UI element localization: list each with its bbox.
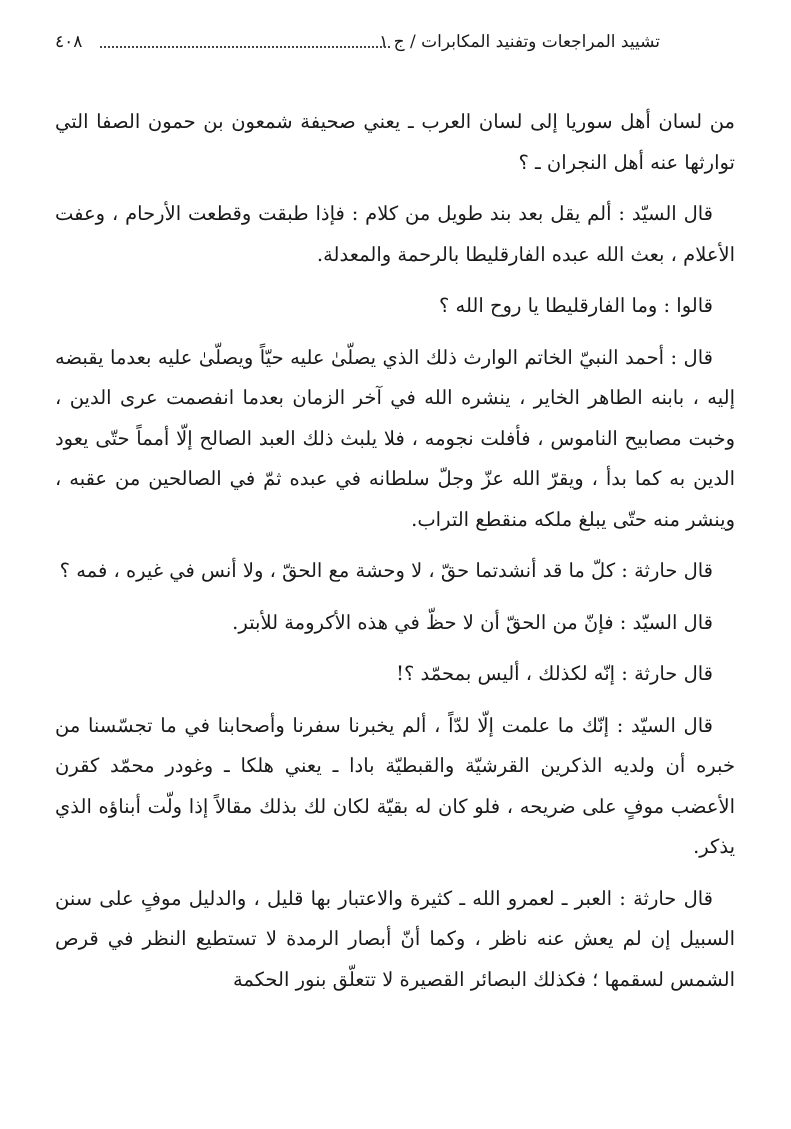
paragraph: من لسان أهل سوريا إلى لسان العرب ـ يعني صحيفة شمعون بن حمون الصفا التي توارثها عنه أهل النجران ـ ؟ — [55, 110, 735, 174]
leader-dots — [100, 46, 390, 48]
paragraph: قال السيّد : إنّك ما علمت إلّا لدّاً ، ألم يخبرنا سفرنا وأصحابنا في ما تجسّسنا من خبره أن ولديه الذكرين القرشيّة والقبطيّة بادا ـ يعني هلكا ـ وغودر محمّد كقرن الأعضب موفٍ على ضريحه ، فلو كان له بقيّة لكان لك بذلك مقالاً إذا ولّت أبناؤه الذي يذكر. — [55, 713, 735, 858]
paragraph: قال حارثة : إنّه لكذلك ، أليس بمحمّد ؟! — [396, 662, 713, 685]
paragraph: قال : أحمد النبيّ الخاتم الوارث ذلك الذي يصلّىٰ عليه حيّاً ويصلّىٰ عليه بعدما يقبضه إليه ، بابنه الطاهر الخاير ، ينشره الله في آخر الزمان بعدما انفصمت عرى الدين ، وخبت مصابيح الناموس ، فأفلت نجومه ، فلا يلبث ذلك العبد الصالح إلّا أمماً حتّى يعود الدين به كما بدأ ، ويقرّ الله عزّ وجلّ سلطانه في عبده ثمّ في الصالحين من عقبه ، وينشر منه حتّى يبلغ ملكه منقطع التراب. — [55, 345, 735, 531]
paragraph: قال السيّد : ألم يقل بعد بند طويل من كلام : فإذا طبقت وقطعت الأرحام ، وعفت الأعلام ، بعث الله عبده الفارقليطا بالرحمة والمعدلة. — [55, 202, 735, 266]
running-header — [55, 22, 735, 64]
page-number: ٤٠٨ — [55, 32, 83, 52]
paragraph: قال السيّد : فإنّ من الحقّ أن لا حظّ في هذه الأكرومة للأبتر. — [232, 610, 713, 634]
body-text — [55, 102, 735, 1000]
paragraph: قالوا : وما الفارقليطا يا روح الله ؟ — [438, 294, 713, 317]
paragraph: قال حارثة : العبر ـ لعمرو الله ـ كثيرة والاعتبار بها قليل ، والدليل موفٍ على سنن السبيل إن لم يعش عنه ناظر ، وكما أنّ أبصار الرمدة لا تستطيع النظر في قرص الشمس لسقمها ؛ فكذلك البصائر القصيرة لا تتعلّق بنور الحكمة — [55, 886, 735, 991]
paragraph: قال حارثة : كلّ ما قد أنشدتما حقّ ، لا وحشة مع الحقّ ، ولا أنس في غيره ، فمه ؟ — [59, 559, 713, 582]
book-title: تشييد المراجعات وتفنيد المكابرات / ج ١ — [379, 32, 660, 52]
document-page — [55, 22, 735, 1112]
